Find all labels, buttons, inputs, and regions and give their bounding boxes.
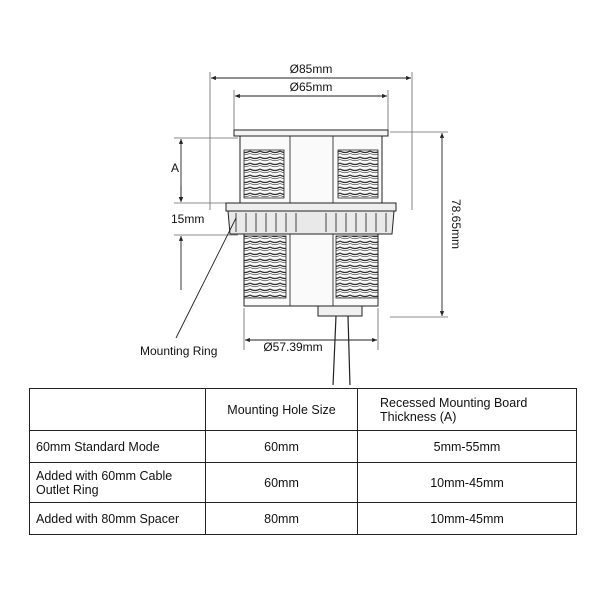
ring-height-label: 15mm [171,212,205,226]
outer-diameter-label: Ø85mm [289,62,333,76]
row-mode: 60mm Standard Mode [30,431,206,463]
mounting-ring-leader [176,218,236,338]
inner-diameter-label: Ø65mm [289,80,333,94]
board-thickness-label: A [170,161,180,175]
row-thickness: 5mm-55mm [358,431,577,463]
row-hole-size: 60mm [206,431,358,463]
table-header-row [30,389,577,431]
row-mode: Added with 80mm Spacer [30,503,206,535]
table-header-hole-size: Mounting Hole Size [206,389,358,431]
mounting-ring-label: Mounting Ring [140,344,218,358]
table-row [30,431,577,463]
total-height-label: 78.65mm [449,198,463,250]
row-hole-size: 80mm [206,503,358,535]
row-hole-size: 60mm [206,463,358,503]
row-mode: Added with 60mm Cable Outlet Ring [30,463,206,503]
spec-table [29,388,577,535]
table-header-mode [30,389,206,431]
table-row [30,463,577,503]
bottom-diameter-label: Ø57.39mm [263,340,323,354]
table-row [30,503,577,535]
row-thickness: 10mm-45mm [358,503,577,535]
row-thickness: 10mm-45mm [358,463,577,503]
table-header-thickness: Recessed Mounting Board Thickness (A) [358,389,577,431]
